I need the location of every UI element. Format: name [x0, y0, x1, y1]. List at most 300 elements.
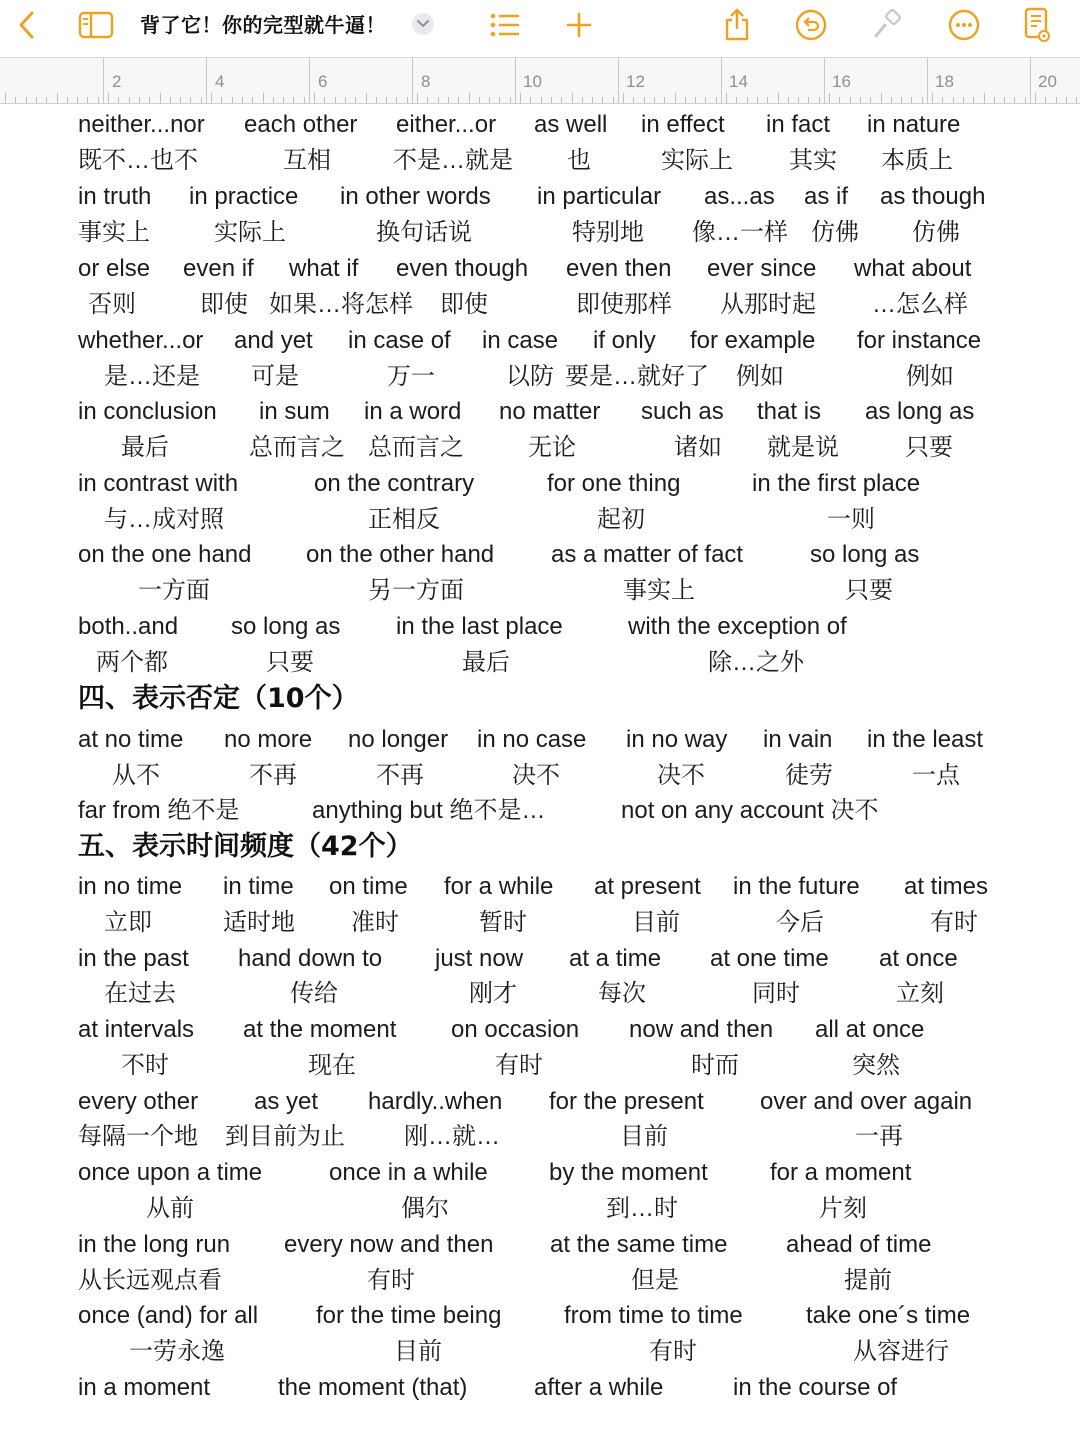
phrase-text: 可是: [251, 363, 299, 390]
phrase-text: that is: [757, 398, 822, 425]
phrase-text: 本质上: [881, 147, 953, 174]
phrase-text: 突然: [852, 1052, 900, 1079]
phrase-text: the moment (that): [278, 1374, 468, 1401]
phrase-text: in case of: [348, 327, 451, 354]
phrase-text: from time to time: [564, 1302, 743, 1329]
phrase-text: even if: [183, 255, 254, 282]
phrase-text: 即使: [200, 291, 248, 318]
text-line: [0, 1334, 1080, 1370]
ruler-tick: [355, 97, 356, 103]
phrase-text: in a moment: [78, 1374, 211, 1401]
phrase-text: 传给: [290, 980, 338, 1007]
phrase-text: at the same time: [550, 1231, 728, 1258]
text-line: [0, 537, 1080, 573]
text-line: [0, 1084, 1080, 1120]
ruler-tick: [263, 93, 264, 103]
phrase-text: as if: [804, 183, 849, 210]
phrase-text: 不再: [376, 762, 424, 789]
phrase-text: on the other hand: [306, 541, 495, 568]
ruler-tick: [77, 97, 78, 103]
ruler-tick: [1004, 97, 1005, 103]
ruler-major-line: [618, 58, 619, 103]
phrase-text: 事实上: [623, 577, 695, 604]
ruler-tick: [190, 97, 191, 103]
ruler-tick: [46, 97, 47, 103]
document-view-icon[interactable]: [1020, 8, 1054, 42]
phrase-text: as a matter of fact: [551, 541, 744, 568]
phrase-text: 今后: [776, 909, 824, 936]
ruler-number: 18: [935, 72, 954, 91]
ruler-tick: [5, 93, 6, 103]
phrase-text: 除…之外: [708, 649, 804, 676]
phrase-text: at once: [879, 945, 958, 972]
ruler-tick: [304, 97, 305, 103]
format-brush-icon[interactable]: [870, 8, 904, 42]
ruler-tick: [675, 93, 676, 103]
ruler-number: 4: [215, 72, 225, 91]
ruler-tick: [283, 97, 284, 103]
phrase-text: in practice: [189, 183, 299, 210]
phrase-text: at one time: [710, 945, 829, 972]
phrase-text: either...or: [396, 111, 497, 138]
ruler-number: 14: [729, 72, 748, 91]
ruler-tick: [726, 93, 727, 103]
text-line: [0, 1298, 1080, 1334]
phrase-text: no longer: [348, 726, 449, 753]
phrase-text: 到目前为止: [225, 1123, 345, 1150]
ruler-tick: [911, 97, 912, 103]
ruler-tick: [633, 97, 634, 103]
ruler-tick: [448, 97, 449, 103]
text-line: [0, 215, 1080, 251]
phrase-text: 时而: [691, 1052, 739, 1079]
text-line: [0, 722, 1080, 758]
phrase-text: on the contrary: [314, 470, 475, 497]
phrase-text: 仿佛: [912, 219, 960, 246]
phrase-text: in the past: [78, 945, 189, 972]
phrase-text: 只要: [266, 649, 314, 676]
document-body[interactable]: [0, 104, 1080, 1440]
phrase-text: ever since: [707, 255, 817, 282]
phrase-text: 徒劳: [785, 762, 833, 789]
ruler-tick: [499, 97, 500, 103]
ruler-tick: [273, 97, 274, 103]
ruler-tick: [118, 97, 119, 103]
phrase-text: even though: [396, 255, 529, 282]
ruler-tick: [314, 93, 315, 103]
phrase-text: by the moment: [549, 1159, 708, 1186]
ruler-tick: [98, 97, 99, 103]
text-line: [0, 1155, 1080, 1191]
phrase-text: for the time being: [316, 1302, 502, 1329]
phrase-text: 从不: [112, 762, 160, 789]
phrase-text: 刚才: [469, 980, 517, 1007]
ruler-tick: [335, 97, 336, 103]
ruler-tick: [922, 97, 923, 103]
ruler-tick: [881, 93, 882, 103]
ruler-tick: [767, 97, 768, 103]
phrase-text: for example: [690, 327, 816, 354]
text-line: [0, 502, 1080, 538]
text-line: [0, 609, 1080, 645]
phrase-text: 其实: [789, 147, 837, 174]
phrase-text: 一则: [827, 506, 875, 533]
phrase-text: 否则: [88, 291, 136, 318]
ruler-tick: [623, 93, 624, 103]
top-toolbar: [0, 0, 1080, 57]
ruler-tick: [932, 93, 933, 103]
phrase-text: 一再: [855, 1123, 903, 1150]
phrase-text: as...as: [704, 183, 775, 210]
phrase-text: take one´s time: [806, 1302, 971, 1329]
list-icon[interactable]: [488, 8, 522, 42]
ruler-tick: [396, 97, 397, 103]
phrase-text: 目前: [394, 1338, 442, 1365]
phrase-text: ahead of time: [786, 1231, 932, 1258]
phrase-text: 暂时: [479, 909, 527, 936]
phrase-text: 既不…也不: [78, 147, 198, 174]
phrase-text: now and then: [629, 1016, 774, 1043]
text-line: [0, 869, 1080, 905]
phrase-text: 起初: [597, 506, 645, 533]
ruler-tick: [788, 97, 789, 103]
phrase-text: both..and: [78, 613, 179, 640]
ruler-tick: [901, 97, 902, 103]
ruler-number: 12: [626, 72, 645, 91]
phrase-text: as though: [880, 183, 986, 210]
phrase-text: once (and) for all: [78, 1302, 259, 1329]
phrase-text: for instance: [857, 327, 982, 354]
ruler-tick: [757, 97, 758, 103]
ruler-tick: [973, 97, 974, 103]
phrase-text: and yet: [234, 327, 313, 354]
phrase-text: 就是说: [767, 434, 839, 461]
section-heading-time-frequency: 五、表示时间频度（42个）: [78, 831, 413, 862]
ruler-tick: [36, 97, 37, 103]
phrase-text: 诸如: [674, 434, 722, 461]
undo-icon[interactable]: [794, 8, 828, 42]
ruler-tick: [1056, 97, 1057, 103]
phrase-text: 刚…就…: [404, 1123, 500, 1150]
text-line: [0, 1263, 1080, 1299]
phrase-text: 两个都: [96, 649, 168, 676]
ruler-number: 2: [112, 72, 122, 91]
ruler-tick: [458, 97, 459, 103]
ruler-tick: [551, 97, 552, 103]
phrase-text: 每隔一个地: [78, 1123, 198, 1150]
text-line: [0, 394, 1080, 430]
phrase-text: in no time: [78, 873, 183, 900]
plus-icon[interactable]: [562, 8, 596, 42]
ruler-tick: [293, 97, 294, 103]
phrase-text: for the present: [549, 1088, 704, 1115]
ruler-tick: [819, 97, 820, 103]
phrase-text: 以防: [506, 363, 554, 390]
phrase-text: such as: [641, 398, 724, 425]
phrase-text: 例如: [736, 363, 784, 390]
text-line: [0, 143, 1080, 179]
ruler-tick: [366, 93, 367, 103]
phrase-text: 从容进行: [853, 1338, 949, 1365]
ruler-tick: [1076, 97, 1077, 103]
section-heading-negation: 四、表示否定（10个）: [78, 683, 359, 714]
ruler-tick: [541, 97, 542, 103]
phrase-text: 一方面: [138, 577, 210, 604]
phrase-text: 不是…就是: [393, 147, 513, 174]
phrase-text: 无论: [528, 434, 576, 461]
phrase-text: far from 绝不是: [78, 797, 240, 824]
phrase-text: 立刻: [896, 980, 944, 1007]
phrase-text: at no time: [78, 726, 184, 753]
phrase-text: in truth: [78, 183, 152, 210]
phrase-text: 互相: [283, 147, 331, 174]
ruler-tick: [376, 97, 377, 103]
ruler-major-line: [721, 58, 722, 103]
phrase-text: 有时: [930, 909, 978, 936]
ruler-tick: [345, 97, 346, 103]
phrase-text: in the future: [733, 873, 860, 900]
phrase-text: in the first place: [752, 470, 921, 497]
phrase-text: in no case: [477, 726, 587, 753]
phrase-text: 只要: [845, 577, 893, 604]
phrase-text: every now and then: [284, 1231, 494, 1258]
ruler-number: 6: [318, 72, 328, 91]
ruler-tick: [201, 97, 202, 103]
phrase-text: 目前: [632, 909, 680, 936]
phrase-text: in time: [223, 873, 294, 900]
ruler-tick: [489, 97, 490, 103]
ruler-tick: [705, 97, 706, 103]
text-line: [0, 251, 1080, 287]
ruler-number: 8: [421, 72, 431, 91]
ruler-number: 20: [1038, 72, 1057, 91]
phrase-text: in particular: [537, 183, 662, 210]
phrase-text: 有时: [649, 1338, 697, 1365]
phrase-text: in the least: [867, 726, 984, 753]
phrase-text: what about: [854, 255, 972, 282]
text-line: [0, 758, 1080, 794]
phrase-text: in case: [482, 327, 559, 354]
phrase-text: in effect: [641, 111, 725, 138]
text-line: [0, 1012, 1080, 1048]
phrase-text: 实际上: [661, 147, 733, 174]
phrase-text: all at once: [815, 1016, 925, 1043]
more-icon[interactable]: [947, 8, 981, 42]
ruler-major-line: [824, 58, 825, 103]
ruler-major-line: [1030, 58, 1031, 103]
phrase-text: 从前: [146, 1195, 194, 1222]
ruler-tick: [561, 97, 562, 103]
phrase-text: 不时: [121, 1052, 169, 1079]
ruler-tick: [386, 97, 387, 103]
phrase-text: 万一: [387, 363, 435, 390]
ruler-tick: [984, 93, 985, 103]
text-line: [0, 1191, 1080, 1227]
phrase-text: 立即: [104, 909, 152, 936]
phrase-text: 最后: [462, 649, 510, 676]
ruler-tick: [417, 93, 418, 103]
phrase-text: 事实上: [78, 219, 150, 246]
phrase-text: 同时: [752, 980, 800, 1007]
phrase-text: 目前: [620, 1123, 668, 1150]
ruler-major-line: [927, 58, 928, 103]
sidebar-icon[interactable]: [76, 8, 116, 42]
ruler-tick: [1045, 97, 1046, 103]
phrase-text: for one thing: [547, 470, 681, 497]
phrase-text: no more: [224, 726, 313, 753]
phrase-text: in a word: [364, 398, 462, 425]
phrase-text: 换句话说: [376, 219, 472, 246]
ruler-tick: [963, 97, 964, 103]
ruler[interactable]: [0, 57, 1080, 104]
ruler-tick: [1066, 97, 1067, 103]
chevron-down-icon[interactable]: [412, 13, 434, 35]
phrase-text: 仿佛: [811, 219, 859, 246]
ruler-tick: [870, 97, 871, 103]
ruler-tick: [808, 97, 809, 103]
text-line: [0, 793, 1080, 829]
document-title[interactable]: 背了它！你的完型就牛逼！: [140, 13, 386, 37]
ruler-tick: [572, 93, 573, 103]
text-line: [0, 905, 1080, 941]
ruler-tick: [736, 97, 737, 103]
text-line: [0, 179, 1080, 215]
phrase-text: 决不: [512, 762, 560, 789]
ruler-tick: [778, 93, 779, 103]
ruler-tick: [15, 97, 16, 103]
ruler-tick: [108, 93, 109, 103]
ruler-tick: [87, 97, 88, 103]
phrase-text: as yet: [254, 1088, 319, 1115]
phrase-text: 即使: [440, 291, 488, 318]
text-line: [0, 287, 1080, 323]
phrase-text: 在过去: [104, 980, 176, 1007]
share-icon[interactable]: [720, 8, 754, 42]
phrase-text: …怎么样: [872, 291, 968, 318]
phrase-text: 像…一样: [692, 219, 788, 246]
ruler-tick: [664, 97, 665, 103]
phrase-text: 偶尔: [401, 1195, 449, 1222]
phrase-text: 特别地: [572, 219, 644, 246]
phrase-text: even then: [566, 255, 672, 282]
phrase-text: in fact: [766, 111, 831, 138]
ruler-tick: [530, 97, 531, 103]
phrase-text: once in a while: [329, 1159, 488, 1186]
ruler-number: 16: [832, 72, 851, 91]
phrase-text: 从长远观点看: [78, 1267, 222, 1294]
ruler-tick: [221, 97, 222, 103]
phrase-text: at intervals: [78, 1016, 195, 1043]
phrase-text: 总而言之: [249, 434, 345, 461]
phrase-text: at times: [904, 873, 989, 900]
phrase-text: no matter: [499, 398, 601, 425]
text-line: [0, 466, 1080, 502]
phrase-text: in vain: [763, 726, 833, 753]
ruler-tick: [438, 97, 439, 103]
ruler-tick: [747, 97, 748, 103]
text-line: [0, 323, 1080, 359]
phrase-text: or else: [78, 255, 151, 282]
ruler-tick: [829, 93, 830, 103]
ruler-tick: [170, 97, 171, 103]
ruler-tick: [891, 97, 892, 103]
ruler-major-line: [412, 58, 413, 103]
phrase-text: 有时: [367, 1267, 415, 1294]
ruler-tick: [839, 97, 840, 103]
phrase-text: at present: [594, 873, 701, 900]
phrase-text: 提前: [844, 1267, 892, 1294]
phrase-text: as long as: [865, 398, 975, 425]
phrase-text: in nature: [867, 111, 961, 138]
ruler-tick: [1025, 97, 1026, 103]
ruler-tick: [211, 93, 212, 103]
phrase-text: every other: [78, 1088, 199, 1115]
ruler-tick: [644, 97, 645, 103]
phrase-text: in the last place: [396, 613, 563, 640]
text-line: [0, 976, 1080, 1012]
phrase-text: on the one hand: [78, 541, 252, 568]
phrase-text: 即使那样: [576, 291, 672, 318]
phrase-text: so long as: [231, 613, 341, 640]
text-line: [0, 107, 1080, 143]
phrase-text: if only: [593, 327, 656, 354]
ruler-tick: [1035, 93, 1036, 103]
phrase-text: 是…还是: [104, 363, 200, 390]
phrase-text: whether...or: [78, 327, 204, 354]
phrase-text: 实际上: [214, 219, 286, 246]
ruler-tick: [180, 97, 181, 103]
phrase-text: just now: [435, 945, 524, 972]
text-line: [0, 645, 1080, 681]
text-line: [0, 359, 1080, 395]
phrase-text: 正相反: [368, 506, 440, 533]
phrase-text: 一点: [912, 762, 960, 789]
phrase-text: 最后: [121, 434, 169, 461]
phrase-text: 决不: [657, 762, 705, 789]
ruler-tick: [850, 97, 851, 103]
ruler-tick: [252, 97, 253, 103]
back-chevron-icon[interactable]: [10, 8, 44, 42]
phrase-text: 要是…就好了: [565, 363, 709, 390]
phrase-text: 例如: [906, 363, 954, 390]
phrase-text: what if: [289, 255, 359, 282]
phrase-text: in the course of: [733, 1374, 898, 1401]
phrase-text: in sum: [259, 398, 330, 425]
phrase-text: 一劳永逸: [129, 1338, 225, 1365]
phrase-text: 每次: [598, 980, 646, 1007]
phrase-text: 从那时起: [720, 291, 816, 318]
ruler-tick: [469, 93, 470, 103]
phrase-text: on occasion: [451, 1016, 580, 1043]
ruler-tick: [324, 97, 325, 103]
phrase-text: 如果…将怎样: [269, 291, 413, 318]
ruler-tick: [994, 97, 995, 103]
ruler-tick: [427, 97, 428, 103]
phrase-text: hand down to: [238, 945, 383, 972]
ruler-tick: [685, 97, 686, 103]
ruler-tick: [592, 97, 593, 103]
text-line: [0, 1227, 1080, 1263]
ruler-tick: [602, 97, 603, 103]
ruler-tick: [654, 97, 655, 103]
phrase-text: neither...nor: [78, 111, 205, 138]
phrase-text: in no way: [626, 726, 728, 753]
phrase-text: at the moment: [243, 1016, 397, 1043]
phrase-text: in the long run: [78, 1231, 231, 1258]
phrase-text: 有时: [495, 1052, 543, 1079]
ruler-tick: [510, 97, 511, 103]
text-line: [0, 573, 1080, 609]
